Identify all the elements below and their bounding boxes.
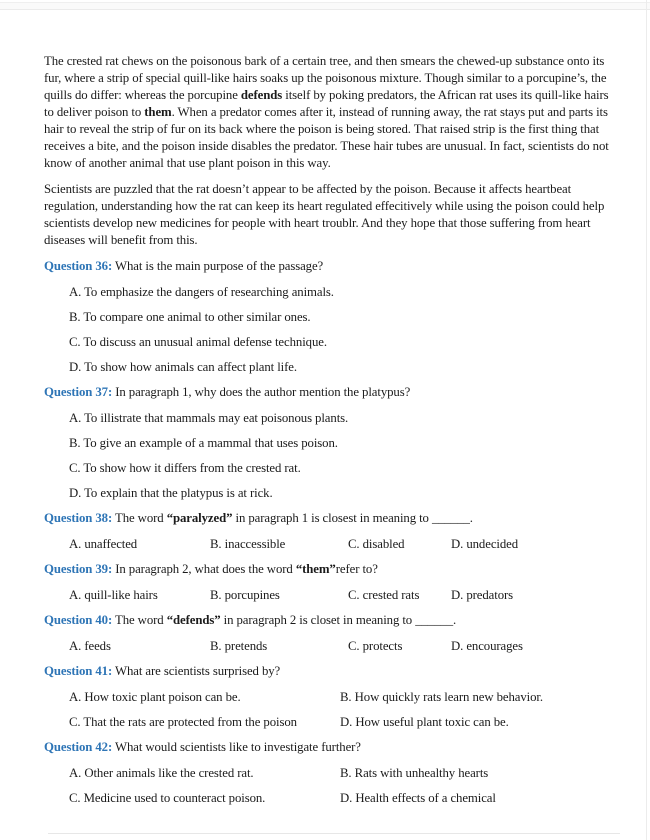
question-prompt	[112, 385, 410, 399]
text-run: The word	[112, 511, 167, 525]
answer-option: C. disabled	[348, 537, 405, 551]
question-label: Question 40:	[44, 613, 113, 627]
question-prompt	[112, 259, 323, 273]
page-content	[44, 53, 614, 815]
answer-options	[44, 284, 614, 376]
text-run: itself by poking predators, the African rat uses its quill-like hairs to deliver poison to	[44, 88, 609, 119]
bold-text-run: “paralyzed”	[166, 511, 233, 525]
bold-text-run: “defends”	[166, 613, 221, 627]
answer-option: D. How useful plant toxic can be.	[340, 715, 509, 729]
answer-option: B. porcupines	[210, 588, 280, 602]
text-run: . When a predator comes after it, instead of running away, the rat stays put and parts its hair to reveal the strip of fur on its back where the poison is being stored. That raised strip is the first thing that receives a bite, and the poison inside disables the predator. These hair tubes are unusual. In fact, scientists do not know of another animal that use plant poison in this way.	[44, 105, 609, 170]
answer-option: B. To compare one animal to other similar ones.	[69, 310, 311, 324]
answer-options	[69, 536, 614, 553]
questions-section	[44, 258, 614, 807]
question-label: Question 42:	[44, 740, 113, 754]
question-heading	[44, 384, 614, 401]
question-prompt	[112, 613, 456, 627]
bold-text-run: “them”	[295, 562, 336, 576]
text-run: What are scientists surprised by?	[112, 664, 281, 678]
answer-option: C. crested rats	[348, 588, 420, 602]
text-run: The crested rat chews on the poisonous bark of a certain tree, and then smears the chewed-up substance onto its fur, where a strip of special quill-like hairs soaks up the poisonous mixture. Though similar to a porcupine’s, the quills do differ: whereas the porcupine	[44, 54, 607, 102]
answer-option: A. unaffected	[69, 537, 138, 551]
answer-option: C. protects	[348, 639, 403, 653]
answer-option: B. To give an example of a mammal that uses poison.	[69, 436, 338, 450]
bold-text-run: defends	[240, 88, 283, 102]
bold-text-run: them	[144, 105, 172, 119]
text-run: In paragraph 2, what does the word	[112, 562, 296, 576]
question-block	[44, 612, 614, 655]
answer-option: D. To explain that the platypus is at rick.	[69, 486, 273, 500]
question-heading	[44, 612, 614, 629]
answer-option: A. How toxic plant poison can be.	[69, 690, 241, 704]
answer-options	[69, 638, 614, 655]
question-label: Question 39:	[44, 562, 113, 576]
passage-paragraph	[44, 53, 614, 172]
answer-option: D. undecided	[451, 537, 519, 551]
question-label: Question 41:	[44, 664, 113, 678]
question-prompt	[112, 664, 280, 678]
text-run: In paragraph 1, why does the author mention the platypus?	[112, 385, 411, 399]
answer-option: A. quill-like hairs	[69, 588, 158, 602]
answer-option: B. inaccessible	[210, 537, 286, 551]
question-heading	[44, 561, 614, 578]
question-heading	[44, 739, 614, 756]
answer-options	[44, 410, 614, 502]
answer-options	[69, 765, 614, 807]
answer-option: A. Other animals like the crested rat.	[69, 766, 254, 780]
text-run: What is the main purpose of the passage?	[112, 259, 324, 273]
question-heading	[44, 510, 614, 527]
question-block	[44, 258, 614, 376]
answer-option: C. Medicine used to counteract poison.	[69, 791, 266, 805]
question-block	[44, 561, 614, 604]
passage	[44, 53, 614, 249]
passage-paragraph	[44, 181, 614, 249]
answer-option: A. To illistrate that mammals may eat poisonous plants.	[69, 411, 349, 425]
answer-option: D. predators	[451, 588, 514, 602]
answer-option: B. pretends	[210, 639, 268, 653]
page-right-edge	[646, 0, 647, 840]
question-block	[44, 384, 614, 502]
question-prompt	[112, 562, 378, 576]
answer-option: D. To show how animals can affect plant life.	[69, 360, 297, 374]
question-label: Question 36:	[44, 259, 113, 273]
text-run: refer to?	[335, 562, 378, 576]
question-block	[44, 739, 614, 807]
answer-options	[69, 587, 614, 604]
answer-option: A. feeds	[69, 639, 111, 653]
text-run: in paragraph 1 is closest in meaning to ______.	[232, 511, 473, 525]
page-top-edge	[0, 2, 650, 10]
question-heading	[44, 663, 614, 680]
text-run: Scientists are puzzled that the rat doesn’t appear to be affected by the poison. Because it affects heartbeat regulation, understanding how the rat can keep its heart regulated effecitively while using the poison could help scientists develop new medicines for people with heart troublr. And they hope that those suffering from heart diseases will benefit from this.	[44, 182, 605, 247]
text-run: in paragraph 2 is closet in meaning to ______.	[220, 613, 457, 627]
answer-option: C. That the rats are protected from the poison	[69, 715, 297, 729]
answer-options	[69, 689, 614, 731]
question-label: Question 38:	[44, 511, 113, 525]
question-block	[44, 510, 614, 553]
answer-option: C. To discuss an unusual animal defense technique.	[69, 335, 327, 349]
text-run: The word	[112, 613, 167, 627]
question-block	[44, 663, 614, 731]
question-label: Question 37:	[44, 385, 113, 399]
text-run: What would scientists like to investigate further?	[112, 740, 361, 754]
answer-option: C. To show how it differs from the crested rat.	[69, 461, 301, 475]
question-heading	[44, 258, 614, 275]
page-bottom-edge	[48, 833, 620, 834]
answer-option: B. How quickly rats learn new behavior.	[340, 690, 543, 704]
answer-option: B. Rats with unhealthy hearts	[340, 766, 489, 780]
answer-option: A. To emphasize the dangers of researching animals.	[69, 285, 334, 299]
answer-option: D. encourages	[451, 639, 523, 653]
answer-option: D. Health effects of a chemical	[340, 791, 496, 805]
question-prompt	[112, 511, 473, 525]
question-prompt	[112, 740, 361, 754]
